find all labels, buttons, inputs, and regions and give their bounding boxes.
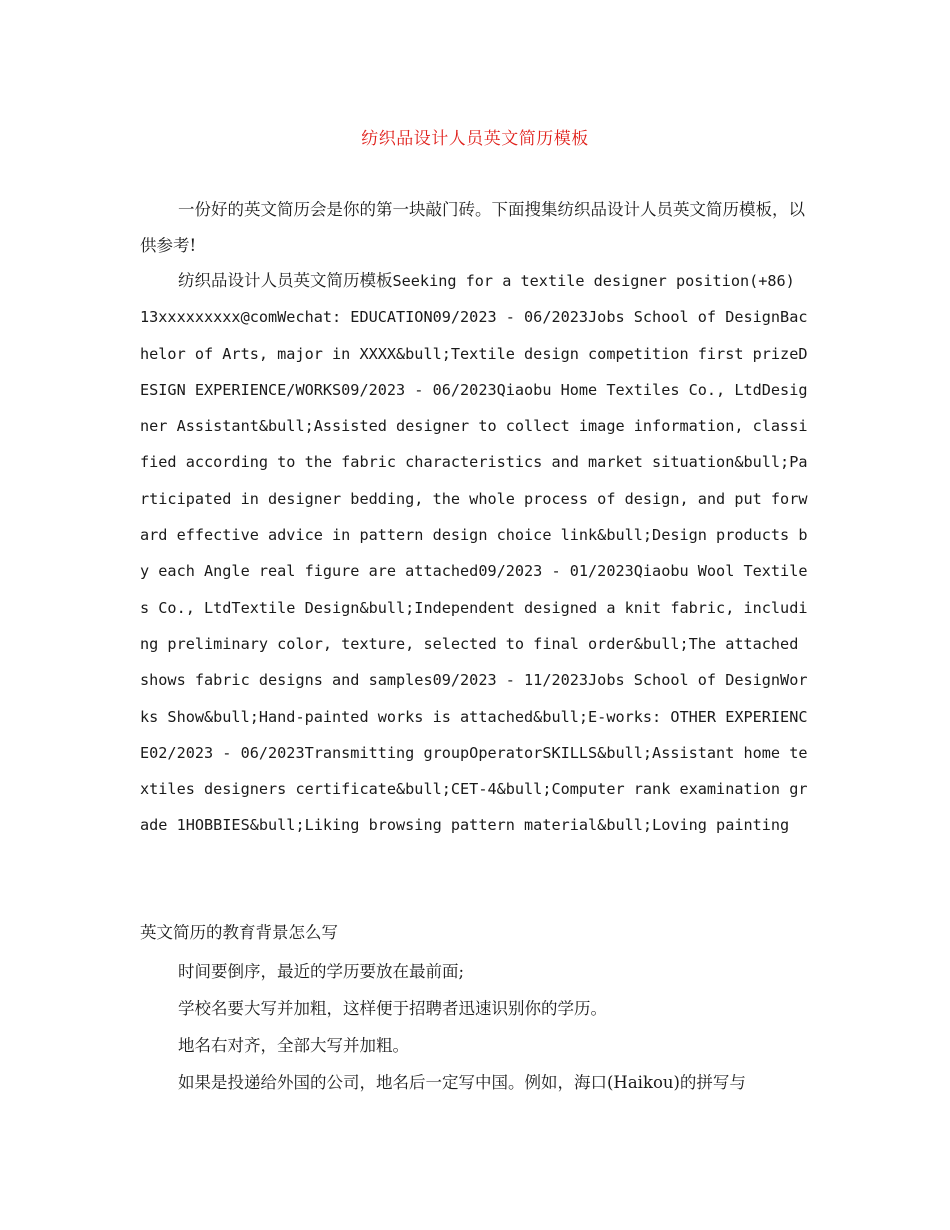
page-title: 纺织品设计人员英文简历模板 bbox=[361, 129, 589, 149]
section-heading: 英文简历的教育背景怎么写 bbox=[140, 923, 338, 942]
tip-item: 如果是投递给外国的公司，地名后一定写中国。例如，海口(Haikou)的拼写与 bbox=[178, 1073, 746, 1092]
tips-list bbox=[140, 957, 812, 1105]
resume-body: Seeking for a textile designer position(+86) 13xxxxxxxxx@comWechat: EDUCATION09/2023 - 06/2023Jobs School of DesignBachelor of Arts, major in XXXX&bull;Textile design competition first prizeDESIGN EXPERIENCE/WORKS09/2023 - 06/2023Qiaobu Home Textiles Co., LtdDesigner Assistant&bull;Assisted designer to collect image information, classified according to the fabric characteristics and market situation&bull;Participated in designer bedding, the whole process of design, and put forward effective advice in pattern design choice link&bull;Design products by each Angle real figure are attached09/2023 - 01/2023Qiaobu Wool Textiles Co., LtdTextile Design&bull;Independent designed a knit fabric, including preliminary color, texture, selected to final order&bull;The attached shows fabric designs and samples09/2023 - 11/2023Jobs School of DesignWorks Show&bull;Hand-painted works is attached&bull;E-works: OTHER EXPERIENCE02/2023 - 06/2023Transmitting groupOperatorSKILLS&bull;Assistant home textiles designers certificate&bull;CET-4&bull;Computer rank examination grade 1HOBBIES&bull;Liking browsing pattern material&bull;Loving painting bbox=[140, 272, 808, 835]
resume-template-paragraph bbox=[140, 263, 812, 844]
tip-item: 地名右对齐，全部大写并加粗。 bbox=[178, 1036, 409, 1055]
tip-item: 学校名要大写并加粗，这样便于招聘者迅速识别你的学历。 bbox=[178, 999, 607, 1018]
tip-item: 时间要倒序，最近的学历要放在最前面; bbox=[178, 962, 465, 981]
intro-paragraph: 一份好的英文简历会是你的第一块敲门砖。下面搜集纺织品设计人员英文简历模板，以供参考! bbox=[140, 200, 805, 255]
resume-lead: 纺织品设计人员英文简历模板 bbox=[178, 271, 393, 290]
